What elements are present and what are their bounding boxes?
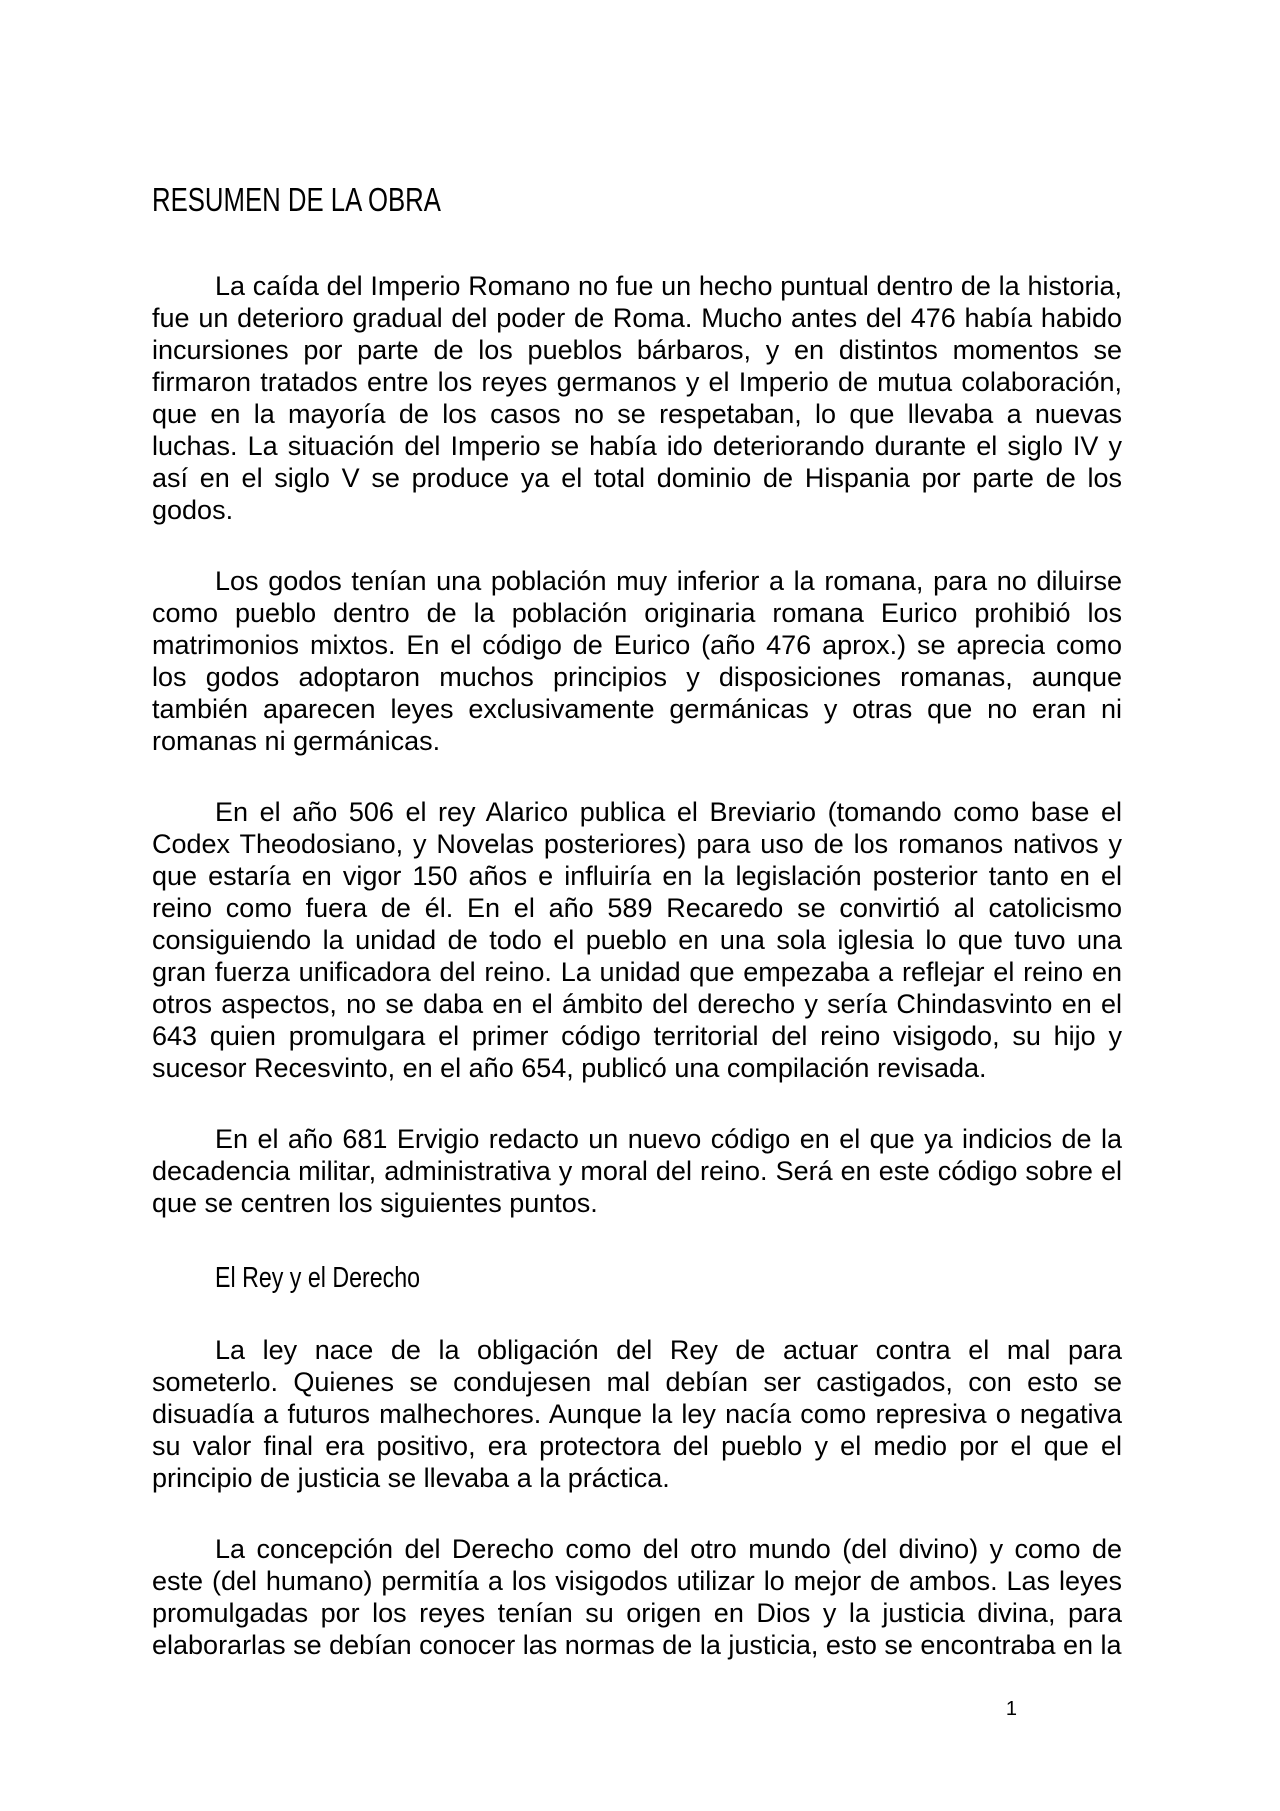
paragraph-section-1: La ley nace de la obligación del Rey de actuar contra el mal para someterlo. Quienes se condujesen mal debían ser castigados, con esto se disuadía a futuros malhechores. Aunque la ley nacía como represiva o negativa su valor final era positivo, era protectora del pueblo y el medio por el que el principio de justicia se llevaba a la práctica.	[152, 1335, 1122, 1493]
paragraph-intro-3: En el año 506 el rey Alarico publica el Breviario (tomando como base el Codex Theodosiano, y Novelas posteriores) para uso de los romanos nativos y que estaría en vigor 150 años e influiría en la legislación posterior tanto en el reino como fuera de él. En el año 589 Recaredo se convirtió al catolicismo consiguiendo la unidad de todo el pueblo en una sola iglesia lo que tuvo una gran fuerza unificadora del reino. La unidad que empezaba a reflejar el reino en otros aspectos, no se daba en el ámbito del derecho y sería Chindasvinto en el 643 quien promulgara el primer código territorial del reino visigodo, su hijo y sucesor Recesvinto, en el año 654, publicó una compilación revisada.	[152, 797, 1122, 1083]
document-body	[152, 0, 1122, 1661]
paragraph-intro-1: La caída del Imperio Romano no fue un hecho puntual dentro de la historia, fue un deterioro gradual del poder de Roma. Mucho antes del 476 había habido incursiones por parte de los pueblos bárbaros, y en distintos momentos se firmaron tratados entre los reyes germanos y el Imperio de mutua colaboración, que en la mayoría de los casos no se respetaban, lo que llevaba a nuevas luchas. La situación del Imperio se había ido deteriorando durante el siglo IV y así en el siglo V se produce ya el total dominio de Hispania por parte de los godos.	[152, 271, 1122, 525]
page-number: 1	[1005, 1698, 1017, 1720]
document-title: RESUMEN DE LA OBRA	[152, 181, 441, 218]
paragraph-intro-4: En el año 681 Ervigio redacto un nuevo código en el que ya indicios de la decadencia militar, administrativa y moral del reino. Será en este código sobre el que se centren los siguientes puntos.	[152, 1124, 1122, 1218]
section-heading-el-rey-y-el-derecho: El Rey y el Derecho	[215, 1262, 421, 1294]
paragraph-section-2: La concepción del Derecho como del otro mundo (del divino) y como de este (del humano) permitía a los visigodos utilizar lo mejor de ambos. Las leyes promulgadas por los reyes tenían su origen en Dios y la justicia divina, para elaborarlas se debían conocer las normas de la justicia, esto se encontraba en la	[152, 1534, 1122, 1660]
paragraph-intro-2: Los godos tenían una población muy inferior a la romana, para no diluirse como pueblo dentro de la población originaria romana Eurico prohibió los matrimonios mixtos. En el código de Eurico (año 476 aprox.) se aprecia como los godos adoptaron muchos principios y disposiciones romanas, aunque también aparecen leyes exclusivamente germánicas y otras que no eran ni romanas ni germánicas.	[152, 566, 1122, 756]
